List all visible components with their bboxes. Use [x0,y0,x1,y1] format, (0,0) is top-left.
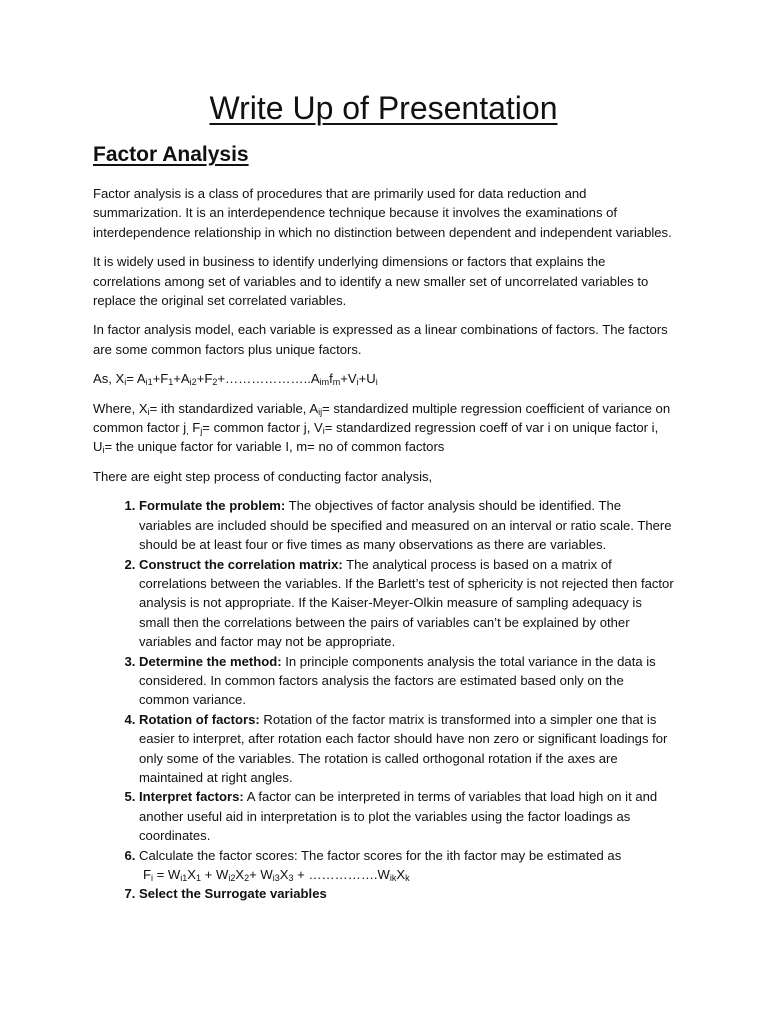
list-item: 6. Calculate the factor scores: The factor scores for the ith factor may be estimated as $F_i = W_{i1}X_1 + W_{i2}X_2+ W_{i3}X_3$ + $\dots\dots\dots\dots\dots.W_{ik}X_k$ [139,846,674,885]
document-title: Write Up of Presentation [209,90,558,126]
list-item: 7. Select the Surrogate variables [139,884,674,903]
list-item: 2. Construct the correlation matrix: The analytical process is based on a matrix of correlations between the variables. If the Barlett’s test of sphericity is not rejected then factor analysis is not appropriate. If the Kaiser-Meyer-Olkin measure of sampling adequacy is small then the correlations between the pairs of variables can’t be explained by other variables and factor may not be appropriate. [139,555,674,652]
paragraph-steps-intro: There are eight step process of conducting factor analysis, [93,468,433,484]
factor-equation: As, $X_i=$ $A_{i1}+F_1+A_{i2}+F_2+\dots\dots\dots\dots\dots\dots..A_{im}f_m+V_i+U_i$ [93,371,378,388]
list-item: 5. Interpret factors: A factor can be interpreted in terms of variables that load high on it and another useful aid in interpretation is to plot the variables using the factor loadings as coordinates. [139,787,674,845]
section-heading: Factor Analysis [93,143,249,166]
list-item: 1. Formulate the problem: The objectives of factor analysis should be identified. The variables are included should be specified and measured on an interval or ratio scale. There should be at least four or five times as many observations as there are variables. [139,496,674,554]
paragraph-usage: It is widely used in business to identify underlying dimensions or factors that explains the correlations among set of variables and to identify a new smaller set of uncorrelated variables to replace the original set correlated variables. [93,254,649,309]
steps-list [93,496,674,904]
list-item: 3. Determine the method: In principle components analysis the total variance in the data is considered. In common factors analysis the factors are estimated based only on the common variance. [139,652,674,710]
list-item: 4. Rotation of factors: Rotation of the factor matrix is transformed into a simpler one that is easier to interpret, after rotation each factor should have non zero or significant loadings for only some of the variables. The rotation is called orthogonal rotation if the axes are maintained at right angles. [139,710,674,788]
factor-score-formula: $F_i = W_{i1}X_1 + W_{i2}X_2+ W_{i3}X_3$ + $\dots\dots\dots\dots\dots.W_{ik}X_k$ [143,867,410,883]
equation-definitions: Where, $X_i=$ ith standardized variable, $A_{ij}=$ standardized multiple regression coefficient of variance on common factor $j_,$ $F_j=$ common factor j, $V_i=$ standardized regression coeff of var i on unique factor i, $U_i=$ the unique factor for variable I, m= no of common factors [93,400,671,456]
paragraph-definition: Factor analysis is a class of procedures that are primarily used for data reduction and summarization. It is an interdependence technique because it involves the examinations of interdependence relationship in which no distinction between dependent and independent variables. [93,186,672,240]
paragraph-model: In factor analysis model, each variable is expressed as a linear combinations of factors. The factors are some common factors plus unique factors. [93,322,668,357]
